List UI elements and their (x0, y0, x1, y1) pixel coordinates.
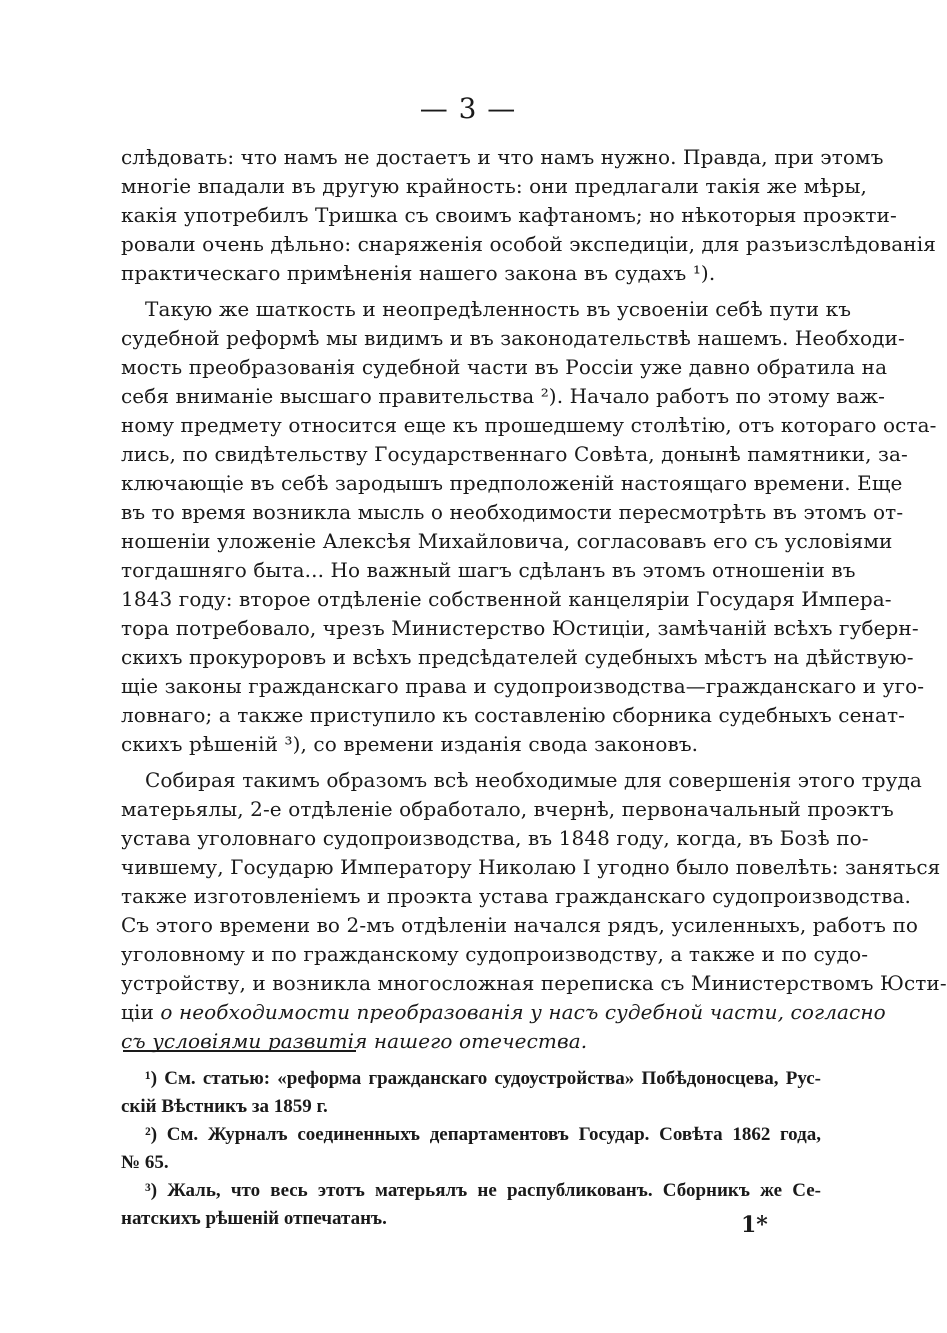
text-line: себя вниманіе высшаго правительства ²). Начало работъ по этому важ- (121, 384, 885, 408)
paragraph-1 (121, 143, 936, 288)
text-line: ловнаго; а также приступило къ составленію сборника судебныхъ сенат- (121, 703, 906, 727)
text-line: ровали очень дѣльно: снаряженія особой экспедиціи, для разъизслѣдованія (121, 232, 936, 256)
text-line: матерьялы, 2-е отдѣленіе обработало, вчернѣ, первоначальный проэктъ (121, 797, 894, 821)
text-line: скихъ рѣшеній ³), со времени изданія свода законовъ. (121, 732, 699, 756)
text-line: практическаго примѣненія нашего закона въ судахъ ¹). (121, 261, 716, 285)
footnotes (121, 1065, 821, 1233)
footnote-line: ²) См. Журналъ соединенныхъ департаментовъ Государ. Совѣта 1862 года, (145, 1124, 821, 1145)
body-text (121, 143, 947, 1063)
footnote-line: ³) Жаль, что весь этотъ матерьялъ не распубликованъ. Сборникъ же Се- (145, 1180, 821, 1201)
footnote-line: натскихъ рѣшеній отпечатанъ. (121, 1208, 387, 1229)
text-line: Собирая такимъ образомъ всѣ необходимые для совершенія этого труда (145, 768, 922, 792)
text-line: устройству, и возникла многосложная переписка съ Министерствомъ Юсти- (121, 971, 947, 995)
footnote-line: скій Вѣстникъ за 1859 г. (121, 1096, 328, 1117)
footnote-line: № 65. (121, 1152, 169, 1173)
text-line: чившему, Государю Императору Николаю I угодно было повелѣть: заняться (121, 855, 941, 879)
paragraph-3 (121, 766, 947, 1056)
footnote-line: ¹) См. статью: «реформа гражданскаго судоустройства» Побѣдоносцева, Рус- (145, 1068, 821, 1089)
text-line: скихъ прокуроровъ и всѣхъ предсѣдателей судебныхъ мѣстъ на дѣйствую- (121, 645, 914, 669)
text-line: тора потребовало, чрезъ Министерство Юстиціи, замѣчаній всѣхъ губерн- (121, 616, 919, 640)
footnote-divider (123, 1050, 356, 1052)
text-line: устава уголовнаго судопроизводства, въ 1848 году, когда, въ Бозѣ по- (121, 826, 869, 850)
text-line: лись, по свидѣтельству Государственнаго Совѣта, донынѣ памятники, за- (121, 442, 908, 466)
text-line: какія употребилъ Тришка съ своимъ кафтаномъ; но нѣкоторыя проэкти- (121, 203, 897, 227)
text-line: судебной реформѣ мы видимъ и въ законодательствѣ нашемъ. Необходи- (121, 326, 905, 350)
text-line: многіе впадали въ другую крайность: они предлагали такія же мѣры, (121, 174, 867, 198)
text-line: Такую же шаткость и неопредѣленность въ усвоеніи себѣ пути къ (145, 297, 852, 321)
text-line: тогдашняго быта... Но важный шагъ сдѣланъ въ этомъ отношеніи въ (121, 558, 856, 582)
text-line: Съ этого времени во 2-мъ отдѣленіи начался рядъ, усиленныхъ, работъ по (121, 913, 919, 937)
text-line: также изготовленіемъ и проэкта устава гражданскаго судопроизводства. (121, 884, 911, 908)
text-line-mixed (121, 998, 886, 1027)
text-line: ношеніи уложеніе Алексѣя Михайловича, согласовавъ его съ условіями (121, 529, 893, 553)
printer-signature-mark: 1* (741, 1212, 768, 1238)
text-italic: о необходимости преобразованія у насъ судебной части, согласно (160, 1000, 886, 1024)
text-line: мость преобразованія судебной части въ Россіи уже давно обратила на (121, 355, 888, 379)
text-line: ключающіе въ себѣ зародышъ предположеній настоящаго времени. Еще (121, 471, 903, 495)
text-line: ному предмету относится еще къ прошедшему столѣтію, отъ котораго оста- (121, 413, 937, 437)
page-number: — 3 — (419, 92, 517, 125)
text-line: щіе законы гражданскаго права и судопроизводства—гражданскаго и уго- (121, 674, 925, 698)
text-line: уголовному и по гражданскому судопроизводству, а также и по судо- (121, 942, 869, 966)
paragraph-2 (121, 295, 937, 759)
text-line-italic: съ условіями развитія нашего отечества. (121, 1029, 588, 1053)
text-line: слѣдовать: что намъ не достаетъ и что намъ нужно. Правда, при этомъ (121, 145, 884, 169)
text-plain: ціи (121, 1000, 161, 1024)
text-line: 1843 году: второе отдѣленіе собственной канцеляріи Государя Импера- (121, 587, 892, 611)
text-line: въ то время возникла мысль о необходимости пересмотрѣть въ этомъ от- (121, 500, 904, 524)
